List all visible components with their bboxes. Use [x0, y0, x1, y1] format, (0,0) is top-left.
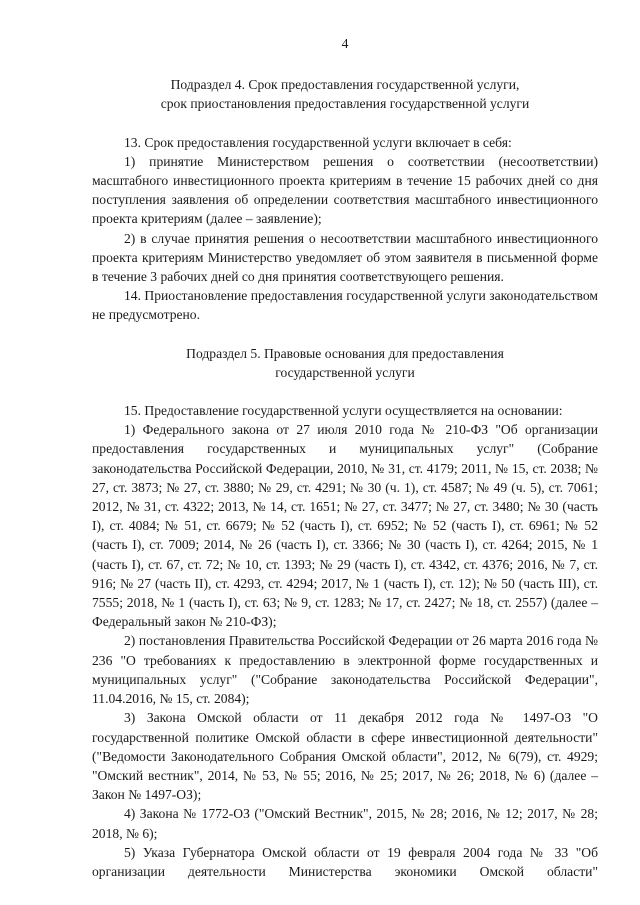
paragraph-13: 13. Срок предоставления государственной услуги включает в себя: [124, 134, 512, 150]
document-page [92, 34, 598, 881]
paragraph-14: 14. Приостановление предоставления государственной услуги законодательством не предусмотрено. [92, 288, 598, 323]
subsection-4-heading-line-2: срок приостановления предоставления государственной услуги [160, 96, 530, 112]
paragraph-15-item-3: 3) Закона Омской области от 11 декабря 2012 года № 1497-ОЗ "О государственной политике Омской области в сфере инвестиционной деятельности" ("Ведомости Законодательного Собрания Омской области", 2012, № 6(79), ст. 4929; "Омский вестник", 2014, № 53, № 55; 2016, № 25; 2017, № 26; 2018, № 6) (далее – Закон № 1497-ОЗ); [92, 710, 598, 803]
page-number: 4 [341, 36, 349, 51]
paragraph-13-item-2: 2) в случае принятия решения о несоответствии масштабного инвестиционного проекта критериям Министерство уведомляет об этом заявителя в письменной форме в течение 3 рабочих дней со дня принятия соответствующего решения. [92, 230, 598, 285]
paragraph-15: 15. Предоставление государственной услуги осуществляется на основании: [124, 403, 563, 419]
paragraph-15-item-1: 1) Федерального закона от 27 июля 2010 года № 210-ФЗ "Об организации предоставления государственных и муниципальных услуг" (Собрание законодательства Российской Федерации, 2010, № 31, ст. 4179; 2011, № 15, ст. 2038; № 27, ст. 3873; № 27, ст. 3880; № 29, ст. 4291; № 30 (ч. 1), ст. 4587; № 49 (ч. 5), ст. 7061; 2012, № 31, ст. 4322; 2013, № 14, ст. 1651; № 27, ст. 3477; № 27, ст. 3480; № 30 (часть I), ст. 4084; № 51, ст. 6679; № 52 (часть I), ст. 6952; № 52 (часть I), ст. 6961; № 52 (часть I), ст. 7009; 2014, № 26 (часть I), ст. 3366; № 30 (часть I), ст. 4264; 2015, № 1 (часть I), ст. 67, ст. 72; № 10, ст. 1393; № 29 (часть I), ст. 4342, ст. 4376; 2016, № 7, ст. 916; № 27 (часть II), ст. 4293, ст. 4294; 2017, № 1 (часть I), ст. 12); № 50 (часть III), ст. 7555; 2018, № 1 (часть I), ст. 63; № 9, ст. 1283; № 17, ст. 2427; № 18, ст. 2557) (далее – Федеральный закон № 210-ФЗ); [92, 422, 598, 630]
paragraph-15-item-2: 2) постановления Правительства Российской Федерации от 26 марта 2016 года № 236 "О требованиях к предоставлению в электронной форме государственных и муниципальных услуг" ("Собрание законодательства Российской Федерации", 11.04.2016, № 15, ст. 2084); [92, 633, 598, 707]
subsection-5-heading-line-1: Подраздел 5. Правовые основания для предоставления [186, 345, 504, 361]
paragraph-15-item-4: 4) Закона № 1772-ОЗ ("Омский Вестник", 2015, № 28; 2016, № 12; 2017, № 28; 2018, № 6); [92, 806, 598, 841]
subsection-4-heading-line-1: Подраздел 4. Срок предоставления государственной услуги, [170, 77, 520, 93]
paragraph-15-item-5: 5) Указа Губернатора Омской области от 19 февраля 2004 года № 33 "Об организации деятельности Министерства экономики Омской области" [92, 844, 598, 879]
paragraph-13-item-1: 1) принятие Министерством решения о соответствии (несоответствии) масштабного инвестиционного проекта критериям в течение 15 рабочих дней со дня поступления заявления об определении соответствия масштабного инвестиционного проекта критериям (далее – заявление); [92, 153, 598, 227]
subsection-5-heading-line-2: государственной услуги [275, 364, 415, 380]
